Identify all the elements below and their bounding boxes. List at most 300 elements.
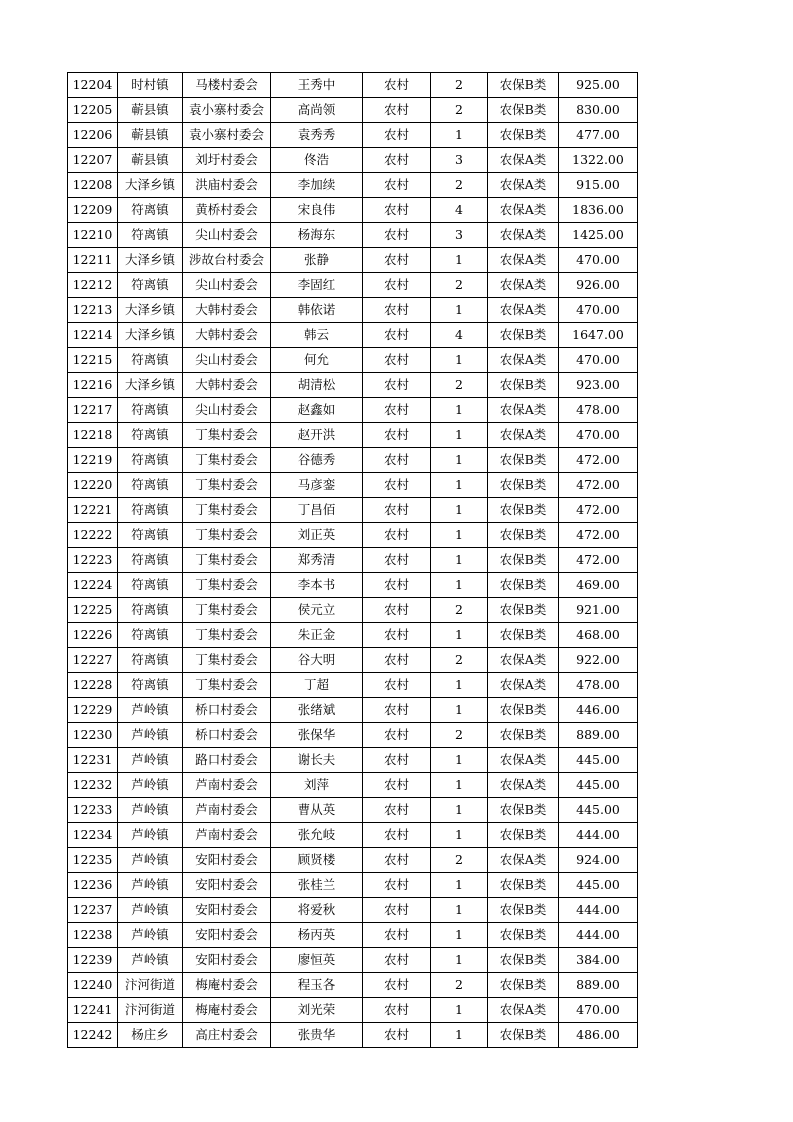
amount-cell: 444.00 bbox=[559, 898, 638, 923]
household-type-cell: 农村 bbox=[363, 148, 431, 173]
town-cell: 芦岭镇 bbox=[118, 898, 183, 923]
amount-cell: 477.00 bbox=[559, 123, 638, 148]
insurance-category-cell: 农保B类 bbox=[488, 98, 559, 123]
amount-cell: 922.00 bbox=[559, 648, 638, 673]
name-cell: 李本书 bbox=[271, 573, 363, 598]
name-cell: 丁超 bbox=[271, 673, 363, 698]
town-cell: 汴河街道 bbox=[118, 998, 183, 1023]
name-cell: 宋良伟 bbox=[271, 198, 363, 223]
name-cell: 刘光荣 bbox=[271, 998, 363, 1023]
name-cell: 侯元立 bbox=[271, 598, 363, 623]
table-row bbox=[68, 723, 638, 748]
town-cell: 大泽乡镇 bbox=[118, 248, 183, 273]
amount-cell: 472.00 bbox=[559, 498, 638, 523]
record-id-cell: 12234 bbox=[68, 823, 118, 848]
record-id-cell: 12217 bbox=[68, 398, 118, 423]
amount-cell: 472.00 bbox=[559, 548, 638, 573]
insurance-category-cell: 农保B类 bbox=[488, 973, 559, 998]
insurance-category-cell: 农保A类 bbox=[488, 423, 559, 448]
village-committee-cell: 袁小寨村委会 bbox=[183, 98, 271, 123]
village-committee-cell: 丁集村委会 bbox=[183, 598, 271, 623]
village-committee-cell: 安阳村委会 bbox=[183, 873, 271, 898]
record-id-cell: 12227 bbox=[68, 648, 118, 673]
insurance-category-cell: 农保A类 bbox=[488, 148, 559, 173]
amount-cell: 889.00 bbox=[559, 973, 638, 998]
amount-cell: 923.00 bbox=[559, 373, 638, 398]
village-committee-cell: 芦南村委会 bbox=[183, 773, 271, 798]
table-row bbox=[68, 598, 638, 623]
village-committee-cell: 丁集村委会 bbox=[183, 573, 271, 598]
insurance-category-cell: 农保A类 bbox=[488, 298, 559, 323]
amount-cell: 470.00 bbox=[559, 998, 638, 1023]
town-cell: 符离镇 bbox=[118, 623, 183, 648]
table-row bbox=[68, 198, 638, 223]
insurance-category-cell: 农保B类 bbox=[488, 623, 559, 648]
village-committee-cell: 安阳村委会 bbox=[183, 898, 271, 923]
amount-cell: 444.00 bbox=[559, 823, 638, 848]
table-row bbox=[68, 673, 638, 698]
amount-cell: 915.00 bbox=[559, 173, 638, 198]
name-cell: 谢长夫 bbox=[271, 748, 363, 773]
name-cell: 张保华 bbox=[271, 723, 363, 748]
amount-cell: 1322.00 bbox=[559, 148, 638, 173]
amount-cell: 469.00 bbox=[559, 573, 638, 598]
name-cell: 胡清松 bbox=[271, 373, 363, 398]
table-row bbox=[68, 973, 638, 998]
household-type-cell: 农村 bbox=[363, 98, 431, 123]
town-cell: 大泽乡镇 bbox=[118, 173, 183, 198]
member-count-cell: 1 bbox=[431, 423, 488, 448]
town-cell: 大泽乡镇 bbox=[118, 323, 183, 348]
record-id-cell: 12216 bbox=[68, 373, 118, 398]
amount-cell: 925.00 bbox=[559, 73, 638, 98]
name-cell: 张贵华 bbox=[271, 1023, 363, 1048]
amount-cell: 445.00 bbox=[559, 748, 638, 773]
member-count-cell: 1 bbox=[431, 923, 488, 948]
town-cell: 芦岭镇 bbox=[118, 798, 183, 823]
village-committee-cell: 丁集村委会 bbox=[183, 548, 271, 573]
insurance-category-cell: 农保A类 bbox=[488, 848, 559, 873]
record-id-cell: 12226 bbox=[68, 623, 118, 648]
table-row bbox=[68, 648, 638, 673]
member-count-cell: 1 bbox=[431, 523, 488, 548]
member-count-cell: 2 bbox=[431, 598, 488, 623]
name-cell: 丁昌佰 bbox=[271, 498, 363, 523]
table-row bbox=[68, 148, 638, 173]
household-type-cell: 农村 bbox=[363, 723, 431, 748]
insurance-category-cell: 农保A类 bbox=[488, 648, 559, 673]
record-id-cell: 12215 bbox=[68, 348, 118, 373]
insurance-category-cell: 农保B类 bbox=[488, 123, 559, 148]
record-id-cell: 12240 bbox=[68, 973, 118, 998]
member-count-cell: 1 bbox=[431, 698, 488, 723]
town-cell: 时村镇 bbox=[118, 73, 183, 98]
village-committee-cell: 刘圩村委会 bbox=[183, 148, 271, 173]
town-cell: 蕲县镇 bbox=[118, 123, 183, 148]
household-type-cell: 农村 bbox=[363, 198, 431, 223]
insurance-category-cell: 农保B类 bbox=[488, 898, 559, 923]
village-committee-cell: 大韩村委会 bbox=[183, 298, 271, 323]
member-count-cell: 1 bbox=[431, 673, 488, 698]
record-id-cell: 12206 bbox=[68, 123, 118, 148]
insurance-category-cell: 农保A类 bbox=[488, 248, 559, 273]
town-cell: 芦岭镇 bbox=[118, 873, 183, 898]
amount-cell: 470.00 bbox=[559, 248, 638, 273]
member-count-cell: 2 bbox=[431, 373, 488, 398]
village-committee-cell: 路口村委会 bbox=[183, 748, 271, 773]
household-type-cell: 农村 bbox=[363, 973, 431, 998]
name-cell: 赵开洪 bbox=[271, 423, 363, 448]
name-cell: 袁秀秀 bbox=[271, 123, 363, 148]
town-cell: 芦岭镇 bbox=[118, 748, 183, 773]
member-count-cell: 1 bbox=[431, 998, 488, 1023]
insurance-category-cell: 农保B类 bbox=[488, 723, 559, 748]
name-cell: 佟浩 bbox=[271, 148, 363, 173]
table-row bbox=[68, 98, 638, 123]
table-row bbox=[68, 548, 638, 573]
town-cell: 符离镇 bbox=[118, 598, 183, 623]
village-committee-cell: 丁集村委会 bbox=[183, 423, 271, 448]
household-type-cell: 农村 bbox=[363, 448, 431, 473]
amount-cell: 470.00 bbox=[559, 423, 638, 448]
village-committee-cell: 梅庵村委会 bbox=[183, 973, 271, 998]
table-row bbox=[68, 1023, 638, 1048]
record-id-cell: 12211 bbox=[68, 248, 118, 273]
amount-cell: 472.00 bbox=[559, 523, 638, 548]
roster-body bbox=[68, 73, 638, 1048]
member-count-cell: 3 bbox=[431, 223, 488, 248]
member-count-cell: 2 bbox=[431, 273, 488, 298]
village-committee-cell: 丁集村委会 bbox=[183, 648, 271, 673]
name-cell: 朱正金 bbox=[271, 623, 363, 648]
insurance-category-cell: 农保B类 bbox=[488, 548, 559, 573]
table-row bbox=[68, 998, 638, 1023]
insurance-category-cell: 农保B类 bbox=[488, 873, 559, 898]
village-committee-cell: 尖山村委会 bbox=[183, 398, 271, 423]
amount-cell: 472.00 bbox=[559, 448, 638, 473]
record-id-cell: 12229 bbox=[68, 698, 118, 723]
town-cell: 杨庄乡 bbox=[118, 1023, 183, 1048]
member-count-cell: 2 bbox=[431, 173, 488, 198]
table-row bbox=[68, 473, 638, 498]
member-count-cell: 2 bbox=[431, 848, 488, 873]
member-count-cell: 2 bbox=[431, 723, 488, 748]
town-cell: 符离镇 bbox=[118, 498, 183, 523]
amount-cell: 472.00 bbox=[559, 473, 638, 498]
village-committee-cell: 高庄村委会 bbox=[183, 1023, 271, 1048]
village-committee-cell: 安阳村委会 bbox=[183, 923, 271, 948]
name-cell: 将爱秋 bbox=[271, 898, 363, 923]
name-cell: 高尚领 bbox=[271, 98, 363, 123]
name-cell: 顾贤楼 bbox=[271, 848, 363, 873]
table-row bbox=[68, 423, 638, 448]
town-cell: 符离镇 bbox=[118, 473, 183, 498]
record-id-cell: 12232 bbox=[68, 773, 118, 798]
amount-cell: 445.00 bbox=[559, 773, 638, 798]
village-committee-cell: 大韩村委会 bbox=[183, 323, 271, 348]
village-committee-cell: 尖山村委会 bbox=[183, 273, 271, 298]
record-id-cell: 12213 bbox=[68, 298, 118, 323]
name-cell: 杨海东 bbox=[271, 223, 363, 248]
table-row bbox=[68, 573, 638, 598]
member-count-cell: 1 bbox=[431, 248, 488, 273]
record-id-cell: 12224 bbox=[68, 573, 118, 598]
name-cell: 曹从英 bbox=[271, 798, 363, 823]
name-cell: 刘萍 bbox=[271, 773, 363, 798]
village-committee-cell: 芦南村委会 bbox=[183, 823, 271, 848]
table-row bbox=[68, 923, 638, 948]
town-cell: 符离镇 bbox=[118, 223, 183, 248]
household-type-cell: 农村 bbox=[363, 498, 431, 523]
insurance-category-cell: 农保B类 bbox=[488, 473, 559, 498]
member-count-cell: 1 bbox=[431, 948, 488, 973]
table-row bbox=[68, 323, 638, 348]
member-count-cell: 1 bbox=[431, 623, 488, 648]
insurance-category-cell: 农保B类 bbox=[488, 698, 559, 723]
table-row bbox=[68, 773, 638, 798]
insurance-category-cell: 农保A类 bbox=[488, 198, 559, 223]
amount-cell: 468.00 bbox=[559, 623, 638, 648]
town-cell: 符离镇 bbox=[118, 548, 183, 573]
town-cell: 符离镇 bbox=[118, 198, 183, 223]
village-committee-cell: 芦南村委会 bbox=[183, 798, 271, 823]
table-row bbox=[68, 698, 638, 723]
household-type-cell: 农村 bbox=[363, 423, 431, 448]
record-id-cell: 12205 bbox=[68, 98, 118, 123]
record-id-cell: 12222 bbox=[68, 523, 118, 548]
household-type-cell: 农村 bbox=[363, 848, 431, 873]
member-count-cell: 2 bbox=[431, 73, 488, 98]
record-id-cell: 12220 bbox=[68, 473, 118, 498]
table-row bbox=[68, 223, 638, 248]
insurance-category-cell: 农保B类 bbox=[488, 798, 559, 823]
household-type-cell: 农村 bbox=[363, 748, 431, 773]
insurance-category-cell: 农保B类 bbox=[488, 1023, 559, 1048]
table-row bbox=[68, 948, 638, 973]
name-cell: 何允 bbox=[271, 348, 363, 373]
amount-cell: 1425.00 bbox=[559, 223, 638, 248]
amount-cell: 384.00 bbox=[559, 948, 638, 973]
amount-cell: 830.00 bbox=[559, 98, 638, 123]
household-type-cell: 农村 bbox=[363, 323, 431, 348]
amount-cell: 446.00 bbox=[559, 698, 638, 723]
town-cell: 汴河街道 bbox=[118, 973, 183, 998]
village-committee-cell: 丁集村委会 bbox=[183, 523, 271, 548]
town-cell: 芦岭镇 bbox=[118, 723, 183, 748]
village-committee-cell: 丁集村委会 bbox=[183, 473, 271, 498]
town-cell: 大泽乡镇 bbox=[118, 373, 183, 398]
town-cell: 符离镇 bbox=[118, 273, 183, 298]
record-id-cell: 12242 bbox=[68, 1023, 118, 1048]
village-committee-cell: 黄桥村委会 bbox=[183, 198, 271, 223]
record-id-cell: 12228 bbox=[68, 673, 118, 698]
village-committee-cell: 洪庙村委会 bbox=[183, 173, 271, 198]
name-cell: 张静 bbox=[271, 248, 363, 273]
household-type-cell: 农村 bbox=[363, 798, 431, 823]
member-count-cell: 1 bbox=[431, 573, 488, 598]
amount-cell: 926.00 bbox=[559, 273, 638, 298]
village-committee-cell: 桥口村委会 bbox=[183, 723, 271, 748]
insurance-category-cell: 农保B类 bbox=[488, 573, 559, 598]
insurance-category-cell: 农保B类 bbox=[488, 323, 559, 348]
household-type-cell: 农村 bbox=[363, 398, 431, 423]
record-id-cell: 12225 bbox=[68, 598, 118, 623]
table-row bbox=[68, 348, 638, 373]
table-row bbox=[68, 523, 638, 548]
member-count-cell: 1 bbox=[431, 348, 488, 373]
table-row bbox=[68, 248, 638, 273]
household-type-cell: 农村 bbox=[363, 123, 431, 148]
amount-cell: 470.00 bbox=[559, 298, 638, 323]
household-type-cell: 农村 bbox=[363, 998, 431, 1023]
village-committee-cell: 安阳村委会 bbox=[183, 848, 271, 873]
member-count-cell: 1 bbox=[431, 298, 488, 323]
village-committee-cell: 尖山村委会 bbox=[183, 223, 271, 248]
name-cell: 郑秀清 bbox=[271, 548, 363, 573]
town-cell: 芦岭镇 bbox=[118, 773, 183, 798]
record-id-cell: 12239 bbox=[68, 948, 118, 973]
record-id-cell: 12231 bbox=[68, 748, 118, 773]
town-cell: 蕲县镇 bbox=[118, 148, 183, 173]
member-count-cell: 1 bbox=[431, 548, 488, 573]
table-row bbox=[68, 173, 638, 198]
member-count-cell: 1 bbox=[431, 1023, 488, 1048]
town-cell: 芦岭镇 bbox=[118, 923, 183, 948]
amount-cell: 921.00 bbox=[559, 598, 638, 623]
town-cell: 符离镇 bbox=[118, 573, 183, 598]
table-row bbox=[68, 73, 638, 98]
name-cell: 谷大明 bbox=[271, 648, 363, 673]
household-type-cell: 农村 bbox=[363, 923, 431, 948]
record-id-cell: 12235 bbox=[68, 848, 118, 873]
insurance-category-cell: 农保B类 bbox=[488, 923, 559, 948]
member-count-cell: 2 bbox=[431, 648, 488, 673]
household-type-cell: 农村 bbox=[363, 598, 431, 623]
table-row bbox=[68, 273, 638, 298]
town-cell: 符离镇 bbox=[118, 448, 183, 473]
town-cell: 符离镇 bbox=[118, 673, 183, 698]
name-cell: 廖恒英 bbox=[271, 948, 363, 973]
village-committee-cell: 袁小寨村委会 bbox=[183, 123, 271, 148]
amount-cell: 1647.00 bbox=[559, 323, 638, 348]
village-committee-cell: 丁集村委会 bbox=[183, 448, 271, 473]
town-cell: 大泽乡镇 bbox=[118, 298, 183, 323]
record-id-cell: 12236 bbox=[68, 873, 118, 898]
table-row bbox=[68, 823, 638, 848]
amount-cell: 470.00 bbox=[559, 348, 638, 373]
amount-cell: 478.00 bbox=[559, 673, 638, 698]
insurance-category-cell: 农保A类 bbox=[488, 273, 559, 298]
village-committee-cell: 尖山村委会 bbox=[183, 348, 271, 373]
town-cell: 芦岭镇 bbox=[118, 823, 183, 848]
village-committee-cell: 安阳村委会 bbox=[183, 948, 271, 973]
name-cell: 赵鑫如 bbox=[271, 398, 363, 423]
amount-cell: 889.00 bbox=[559, 723, 638, 748]
insurance-category-cell: 农保B类 bbox=[488, 948, 559, 973]
record-id-cell: 12237 bbox=[68, 898, 118, 923]
record-id-cell: 12208 bbox=[68, 173, 118, 198]
assistance-roster-table bbox=[67, 72, 638, 1048]
town-cell: 符离镇 bbox=[118, 398, 183, 423]
table-row bbox=[68, 798, 638, 823]
name-cell: 韩云 bbox=[271, 323, 363, 348]
household-type-cell: 农村 bbox=[363, 298, 431, 323]
household-type-cell: 农村 bbox=[363, 623, 431, 648]
name-cell: 韩依诺 bbox=[271, 298, 363, 323]
insurance-category-cell: 农保B类 bbox=[488, 73, 559, 98]
town-cell: 芦岭镇 bbox=[118, 848, 183, 873]
member-count-cell: 1 bbox=[431, 448, 488, 473]
name-cell: 张桂兰 bbox=[271, 873, 363, 898]
record-id-cell: 12221 bbox=[68, 498, 118, 523]
record-id-cell: 12210 bbox=[68, 223, 118, 248]
household-type-cell: 农村 bbox=[363, 473, 431, 498]
village-committee-cell: 梅庵村委会 bbox=[183, 998, 271, 1023]
amount-cell: 445.00 bbox=[559, 873, 638, 898]
town-cell: 符离镇 bbox=[118, 648, 183, 673]
insurance-category-cell: 农保A类 bbox=[488, 773, 559, 798]
village-committee-cell: 丁集村委会 bbox=[183, 673, 271, 698]
amount-cell: 478.00 bbox=[559, 398, 638, 423]
insurance-category-cell: 农保A类 bbox=[488, 673, 559, 698]
record-id-cell: 12219 bbox=[68, 448, 118, 473]
amount-cell: 1836.00 bbox=[559, 198, 638, 223]
household-type-cell: 农村 bbox=[363, 898, 431, 923]
insurance-category-cell: 农保B类 bbox=[488, 498, 559, 523]
household-type-cell: 农村 bbox=[363, 873, 431, 898]
village-committee-cell: 丁集村委会 bbox=[183, 623, 271, 648]
record-id-cell: 12218 bbox=[68, 423, 118, 448]
record-id-cell: 12241 bbox=[68, 998, 118, 1023]
table-row bbox=[68, 848, 638, 873]
member-count-cell: 3 bbox=[431, 148, 488, 173]
town-cell: 符离镇 bbox=[118, 523, 183, 548]
household-type-cell: 农村 bbox=[363, 648, 431, 673]
amount-cell: 924.00 bbox=[559, 848, 638, 873]
town-cell: 芦岭镇 bbox=[118, 698, 183, 723]
member-count-cell: 1 bbox=[431, 823, 488, 848]
household-type-cell: 农村 bbox=[363, 673, 431, 698]
household-type-cell: 农村 bbox=[363, 698, 431, 723]
record-id-cell: 12204 bbox=[68, 73, 118, 98]
record-id-cell: 12209 bbox=[68, 198, 118, 223]
village-committee-cell: 涉故台村委会 bbox=[183, 248, 271, 273]
member-count-cell: 2 bbox=[431, 98, 488, 123]
member-count-cell: 4 bbox=[431, 323, 488, 348]
name-cell: 马彦銮 bbox=[271, 473, 363, 498]
amount-cell: 486.00 bbox=[559, 1023, 638, 1048]
member-count-cell: 2 bbox=[431, 973, 488, 998]
member-count-cell: 1 bbox=[431, 473, 488, 498]
record-id-cell: 12207 bbox=[68, 148, 118, 173]
household-type-cell: 农村 bbox=[363, 573, 431, 598]
household-type-cell: 农村 bbox=[363, 548, 431, 573]
household-type-cell: 农村 bbox=[363, 73, 431, 98]
member-count-cell: 1 bbox=[431, 873, 488, 898]
table-row bbox=[68, 623, 638, 648]
town-cell: 符离镇 bbox=[118, 348, 183, 373]
name-cell: 李固红 bbox=[271, 273, 363, 298]
insurance-category-cell: 农保B类 bbox=[488, 823, 559, 848]
insurance-category-cell: 农保B类 bbox=[488, 598, 559, 623]
insurance-category-cell: 农保A类 bbox=[488, 173, 559, 198]
household-type-cell: 农村 bbox=[363, 373, 431, 398]
member-count-cell: 1 bbox=[431, 123, 488, 148]
table-row bbox=[68, 373, 638, 398]
table-row bbox=[68, 748, 638, 773]
table-row bbox=[68, 448, 638, 473]
village-committee-cell: 马楼村委会 bbox=[183, 73, 271, 98]
